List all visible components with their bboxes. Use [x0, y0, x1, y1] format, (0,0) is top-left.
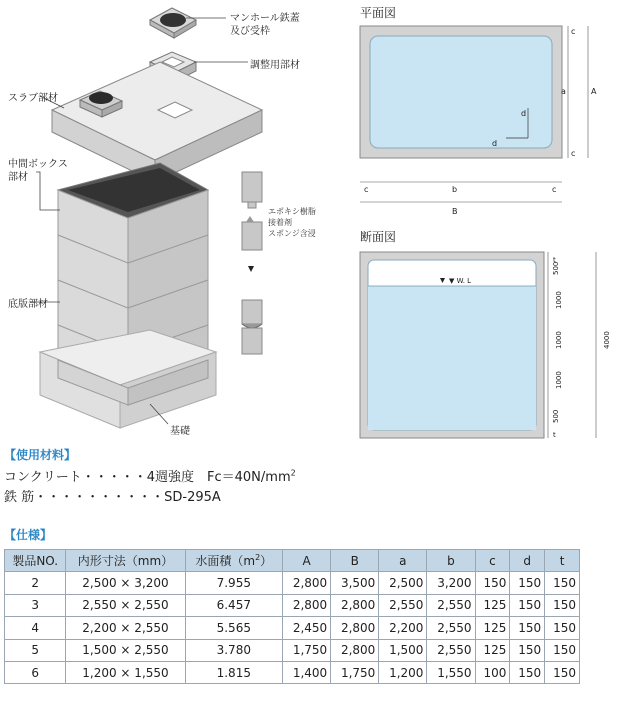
cell: 2,500 × 3,200 [66, 572, 185, 594]
svg-text:1000: 1000 [555, 291, 563, 309]
section-view-title: 断面図 [360, 230, 397, 244]
svg-text:A: A [591, 87, 597, 96]
cell: 2,550 × 2,550 [66, 594, 185, 616]
cell: 1,750 [331, 661, 379, 683]
svg-text:c: c [364, 185, 369, 194]
svg-text:c: c [552, 185, 557, 194]
label-epoxy-adhesive: エポキシ樹脂 接着剤 スポンジ含浸 [268, 207, 316, 238]
svg-text:B: B [452, 207, 458, 216]
cell: 2,500 [379, 572, 427, 594]
label-adjusting-part: 調整用部材 [250, 60, 300, 71]
cell: 2 [5, 572, 66, 594]
svg-text:t: t [553, 256, 556, 264]
svg-text:d: d [492, 139, 498, 148]
cell: 4 [5, 617, 66, 639]
label-manhole-cover: マンホール鉄蓋 及び受枠 [230, 13, 300, 37]
section-view-diagram [356, 244, 626, 444]
cell: 2,550 [379, 594, 427, 616]
cell: 2,800 [331, 617, 379, 639]
cell: 2,200 × 2,550 [66, 617, 185, 639]
header-water-area: 水面積$(m^2)$ [185, 550, 283, 572]
cell: 2,800 [331, 639, 379, 661]
cell: 1,200 [379, 661, 427, 683]
materials-concrete: コンクリート・・・・・4週強度 $Fc=40N/mm^2$ [4, 468, 296, 485]
svg-text:b: b [452, 185, 458, 194]
manhole-cover-top [150, 8, 196, 38]
label-foundation: 基礎 [170, 426, 190, 437]
cell: 5.565 [185, 617, 283, 639]
svg-text:a: a [561, 87, 566, 96]
svg-text:500: 500 [552, 261, 560, 275]
cell: 125 [475, 594, 510, 616]
svg-text:4000: 4000 [603, 331, 611, 349]
spec-heading: 【仕様】 [4, 528, 53, 542]
cell: 1,500 × 2,550 [66, 639, 185, 661]
cell: 1,400 [283, 661, 331, 683]
spec-header-row [5, 550, 580, 572]
cell: 1,500 [379, 639, 427, 661]
cell: 2,450 [283, 617, 331, 639]
plan-d-label: d [521, 109, 527, 118]
cell: 3,200 [427, 572, 475, 594]
cell: 2,200 [379, 617, 427, 639]
cell: 2,550 [427, 594, 475, 616]
header-c: c [475, 550, 510, 572]
joint-detail [242, 172, 262, 354]
svg-text:c: c [571, 149, 576, 158]
cell: 3 [5, 594, 66, 616]
svg-text:1000: 1000 [555, 371, 563, 389]
cell: 1,550 [427, 661, 475, 683]
cell: 3.780 [185, 639, 283, 661]
table-row [5, 594, 580, 616]
cell: 150 [545, 617, 580, 639]
cell: 3,500 [331, 572, 379, 594]
cell: 100 [475, 661, 510, 683]
cell: 1,200 × 1,550 [66, 661, 185, 683]
cell: 2,550 [427, 617, 475, 639]
plan-view-diagram [356, 20, 626, 220]
cell: 150 [510, 572, 545, 594]
cell: 2,550 [427, 639, 475, 661]
cell: 7.955 [185, 572, 283, 594]
cell: 150 [510, 639, 545, 661]
spec-table [4, 549, 580, 684]
svg-text:500: 500 [552, 409, 560, 423]
header-inner-size: 内形寸法（mm） [66, 550, 185, 572]
label-base-slab: 底版部材 [8, 299, 48, 310]
table-row [5, 572, 580, 594]
cell: 150 [545, 639, 580, 661]
cell: 150 [510, 594, 545, 616]
svg-text:t: t [553, 431, 556, 439]
cell: 150 [545, 661, 580, 683]
cell: 5 [5, 639, 66, 661]
cell: 2,800 [283, 572, 331, 594]
table-row [5, 661, 580, 683]
header-t: t [545, 550, 580, 572]
svg-text:1000: 1000 [555, 331, 563, 349]
header-product-no: 製品NO. [5, 550, 66, 572]
label-slab-part: スラブ部材 [8, 93, 58, 104]
cell: 2,800 [283, 594, 331, 616]
table-row [5, 617, 580, 639]
cell: 125 [475, 617, 510, 639]
cell: 1.815 [185, 661, 283, 683]
plan-view-title: 平面図 [360, 6, 397, 20]
wl-label: ▼ W. L [449, 277, 472, 285]
cell: 6 [5, 661, 66, 683]
header-a: a [379, 550, 427, 572]
materials-heading: 【使用材料】 [4, 448, 77, 462]
header-A: A [283, 550, 331, 572]
materials-rebar: 鉄 筋・・・・・・・・・・SD-295A [4, 490, 221, 505]
header-b: b [427, 550, 475, 572]
cell: 150 [510, 661, 545, 683]
cell: 6.457 [185, 594, 283, 616]
header-d: d [510, 550, 545, 572]
label-intermediate-box: 中間ボックス 部材 [8, 159, 68, 183]
table-row [5, 639, 580, 661]
cell: 2,800 [331, 594, 379, 616]
svg-text:c: c [571, 27, 576, 36]
cell: 1,750 [283, 639, 331, 661]
header-B: B [331, 550, 379, 572]
cell: 150 [545, 572, 580, 594]
cell: 150 [510, 617, 545, 639]
cell: 150 [475, 572, 510, 594]
cell: 150 [545, 594, 580, 616]
cell: 125 [475, 639, 510, 661]
